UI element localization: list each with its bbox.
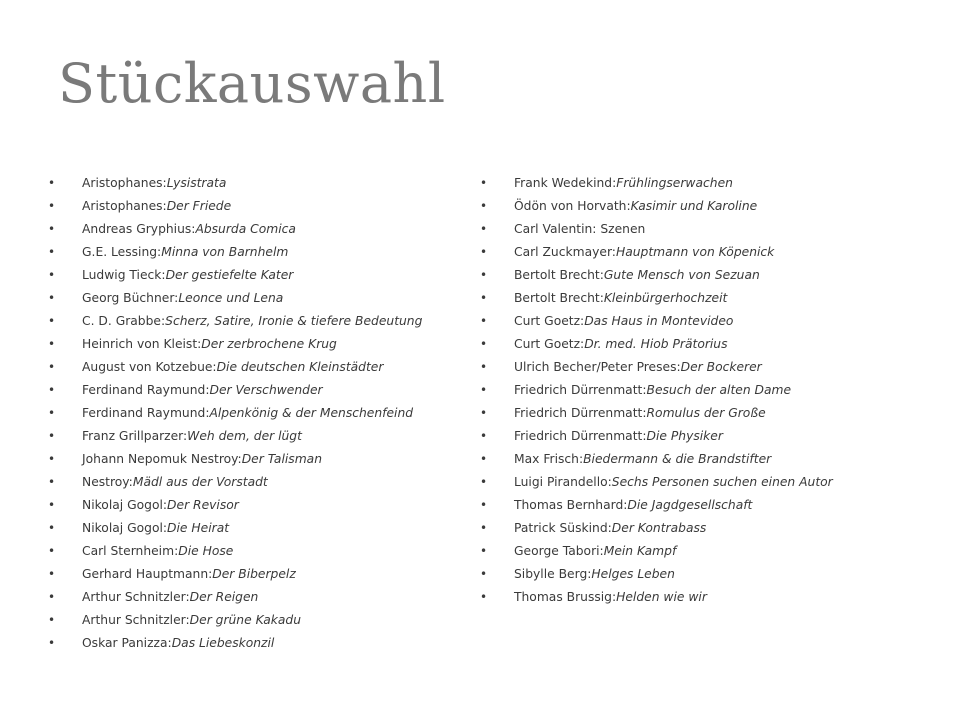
play-title: Mein Kampf [603,544,677,558]
list-item [480,310,900,333]
author-name: Ödön von Horvath: [514,199,631,213]
author-name: Ferdinand Raymund: [82,406,210,420]
play-title: Die Jagdgesellschaft [627,498,753,512]
play-title: Lysistrata [166,176,227,190]
list-item [48,241,468,264]
bullet-icon: • [48,429,56,443]
bullet-icon: • [48,337,56,351]
play-title: Der gestiefelte Kater [165,268,294,282]
author-name: Ulrich Becher/Peter Preses: [514,360,681,374]
play-title: Dr. med. Hiob Prätorius [584,337,728,351]
bullet-icon: • [480,337,488,351]
list-item [480,402,900,425]
play-title: Sechs Personen suchen einen Autor [611,475,833,489]
play-title: Der Reigen [189,590,259,604]
list-item [48,310,468,333]
bullet-icon: • [480,291,488,305]
play-list-left [48,172,468,655]
play-title: Alpenkönig & der Menschenfeind [209,406,414,420]
author-name: Carl Sternheim: [82,544,179,558]
author-name: Luigi Pirandello: [514,475,612,489]
list-item [480,517,900,540]
bullet-icon: • [48,636,56,650]
bullet-icon: • [48,222,56,236]
bullet-icon: • [48,567,56,581]
list-item [480,540,900,563]
play-title: Helden wie wir [616,590,707,604]
list-item [480,586,900,609]
play-title: Die Hose [178,544,234,558]
play-title: Der zerbrochene Krug [201,337,337,351]
play-title: Das Haus in Montevideo [584,314,734,328]
list-item [48,632,468,655]
list-item [480,471,900,494]
play-title: Kasimir und Karoline [630,199,758,213]
bullet-icon: • [48,383,56,397]
list-item [480,172,900,195]
bullet-icon: • [48,475,56,489]
list-item [480,425,900,448]
bullet-icon: • [480,544,488,558]
bullet-icon: • [480,245,488,259]
play-title: Der Talisman [241,452,323,466]
author-name: Curt Goetz: [514,314,585,328]
bullet-icon: • [480,383,488,397]
play-title: Der Kontrabass [611,521,707,535]
list-item [48,448,468,471]
play-title: Die deutschen Kleinstädter [216,360,384,374]
bullet-icon: • [48,544,56,558]
author-name: Andreas Gryphius: [82,222,196,236]
play-title: Besuch der alten Dame [646,383,792,397]
author-name: Ludwig Tieck: [82,268,166,282]
list-item [480,356,900,379]
play-title: Absurda Comica [195,222,296,236]
play-title: Die Heirat [167,521,230,535]
bullet-icon: • [48,314,56,328]
author-name: Max Frisch: [514,452,584,466]
bullet-icon: • [48,406,56,420]
author-name: Patrick Süskind: [514,521,612,535]
list-item [480,195,900,218]
play-title: Das Liebeskonzil [171,636,275,650]
bullet-icon: • [480,452,488,466]
bullet-icon: • [48,291,56,305]
author-name: Friedrich Dürrenmatt: [514,429,647,443]
author-name: Nikolaj Gogol: [82,521,168,535]
author-name: Nikolaj Gogol: [82,498,168,512]
author-name: Georg Büchner: [82,291,179,305]
list-item [480,448,900,471]
author-name: Johann Nepomuk Nestroy: [82,452,242,466]
play-title: Der Revisor [167,498,239,512]
list-item [48,379,468,402]
bullet-icon: • [480,222,488,236]
bullet-icon: • [48,199,56,213]
list-item [480,264,900,287]
play-list-right [480,172,900,609]
play-title: Die Physiker [646,429,723,443]
list-item [480,218,900,241]
bullet-icon: • [48,590,56,604]
bullet-icon: • [480,429,488,443]
list-item [48,287,468,310]
list-item [480,241,900,264]
play-title: Der grüne Kakadu [189,613,301,627]
bullet-icon: • [480,567,488,581]
author-name: Oskar Panizza: [82,636,172,650]
bullet-icon: • [480,498,488,512]
bullet-icon: • [480,406,488,420]
list-item [48,586,468,609]
bullet-icon: • [48,176,56,190]
author-name: Thomas Brussig: [514,590,617,604]
play-title: Leonce und Lena [178,291,284,305]
list-item [48,563,468,586]
bullet-icon: • [480,199,488,213]
author-name: Carl Zuckmayer: [514,245,616,259]
list-item [48,172,468,195]
bullet-icon: • [48,360,56,374]
list-item [480,563,900,586]
list-item [48,333,468,356]
play-title: Biedermann & die Brandstifter [583,452,772,466]
list-item [48,218,468,241]
list-item [48,195,468,218]
list-item [480,379,900,402]
list-item [48,425,468,448]
bullet-icon: • [480,176,488,190]
author-name: Arthur Schnitzler: [82,613,190,627]
bullet-icon: • [48,498,56,512]
bullet-icon: • [480,314,488,328]
play-title: Mädl aus der Vorstadt [132,475,268,489]
author-name: Curt Goetz: [514,337,585,351]
play-title: Helges Leben [591,567,675,581]
list-item [480,333,900,356]
list-item [48,494,468,517]
play-title: Der Bockerer [680,360,762,374]
bullet-icon: • [48,452,56,466]
author-name: Thomas Bernhard: [514,498,628,512]
author-name: Frank Wedekind: [514,176,617,190]
author-name: Ferdinand Raymund: [82,383,210,397]
list-item [48,609,468,632]
author-name: C. D. Grabbe: [82,314,166,328]
author-name: Carl Valentin: Szenen [514,222,646,236]
bullet-icon: • [480,360,488,374]
author-name: Bertolt Brecht: [514,268,604,282]
author-name: Arthur Schnitzler: [82,590,190,604]
bullet-icon: • [48,268,56,282]
list-item [48,356,468,379]
play-title: Hauptmann von Köpenick [615,245,775,259]
list-item [48,402,468,425]
list-item [480,494,900,517]
author-name: Friedrich Dürrenmatt: [514,383,647,397]
author-name: Bertolt Brecht: [514,291,604,305]
play-title: Der Friede [166,199,232,213]
author-name: Aristophanes: [82,176,167,190]
list-item [48,471,468,494]
author-name: Franz Grillparzer: [82,429,188,443]
bullet-icon: • [480,590,488,604]
play-title: Kleinbürgerhochzeit [603,291,728,305]
play-title: Der Biberpelz [212,567,296,581]
author-name: Nestroy: [82,475,133,489]
author-name: Heinrich von Kleist: [82,337,202,351]
author-name: Friedrich Dürrenmatt: [514,406,647,420]
play-title: Weh dem, der lügt [187,429,302,443]
play-title: Scherz, Satire, Ironie & tiefere Bedeutung [165,314,423,328]
list-item [48,517,468,540]
list-item [48,540,468,563]
author-name: George Tabori: [514,544,604,558]
author-name: Gerhard Hauptmann: [82,567,213,581]
bullet-icon: • [48,613,56,627]
author-name: G.E. Lessing: [82,245,162,259]
author-name: August von Kotzebue: [82,360,217,374]
list-item [48,264,468,287]
play-title: Minna von Barnhelm [161,245,289,259]
list-item [480,287,900,310]
bullet-icon: • [480,521,488,535]
bullet-icon: • [48,521,56,535]
slide-title: Stückauswahl [58,52,446,115]
bullet-icon: • [480,268,488,282]
author-name: Sibylle Berg: [514,567,592,581]
author-name: Aristophanes: [82,199,167,213]
bullet-icon: • [48,245,56,259]
play-title: Der Verschwender [209,383,323,397]
play-title: Frühlingserwachen [616,176,733,190]
play-title: Gute Mensch von Sezuan [603,268,760,282]
play-title: Romulus der Große [646,406,766,420]
bullet-icon: • [480,475,488,489]
